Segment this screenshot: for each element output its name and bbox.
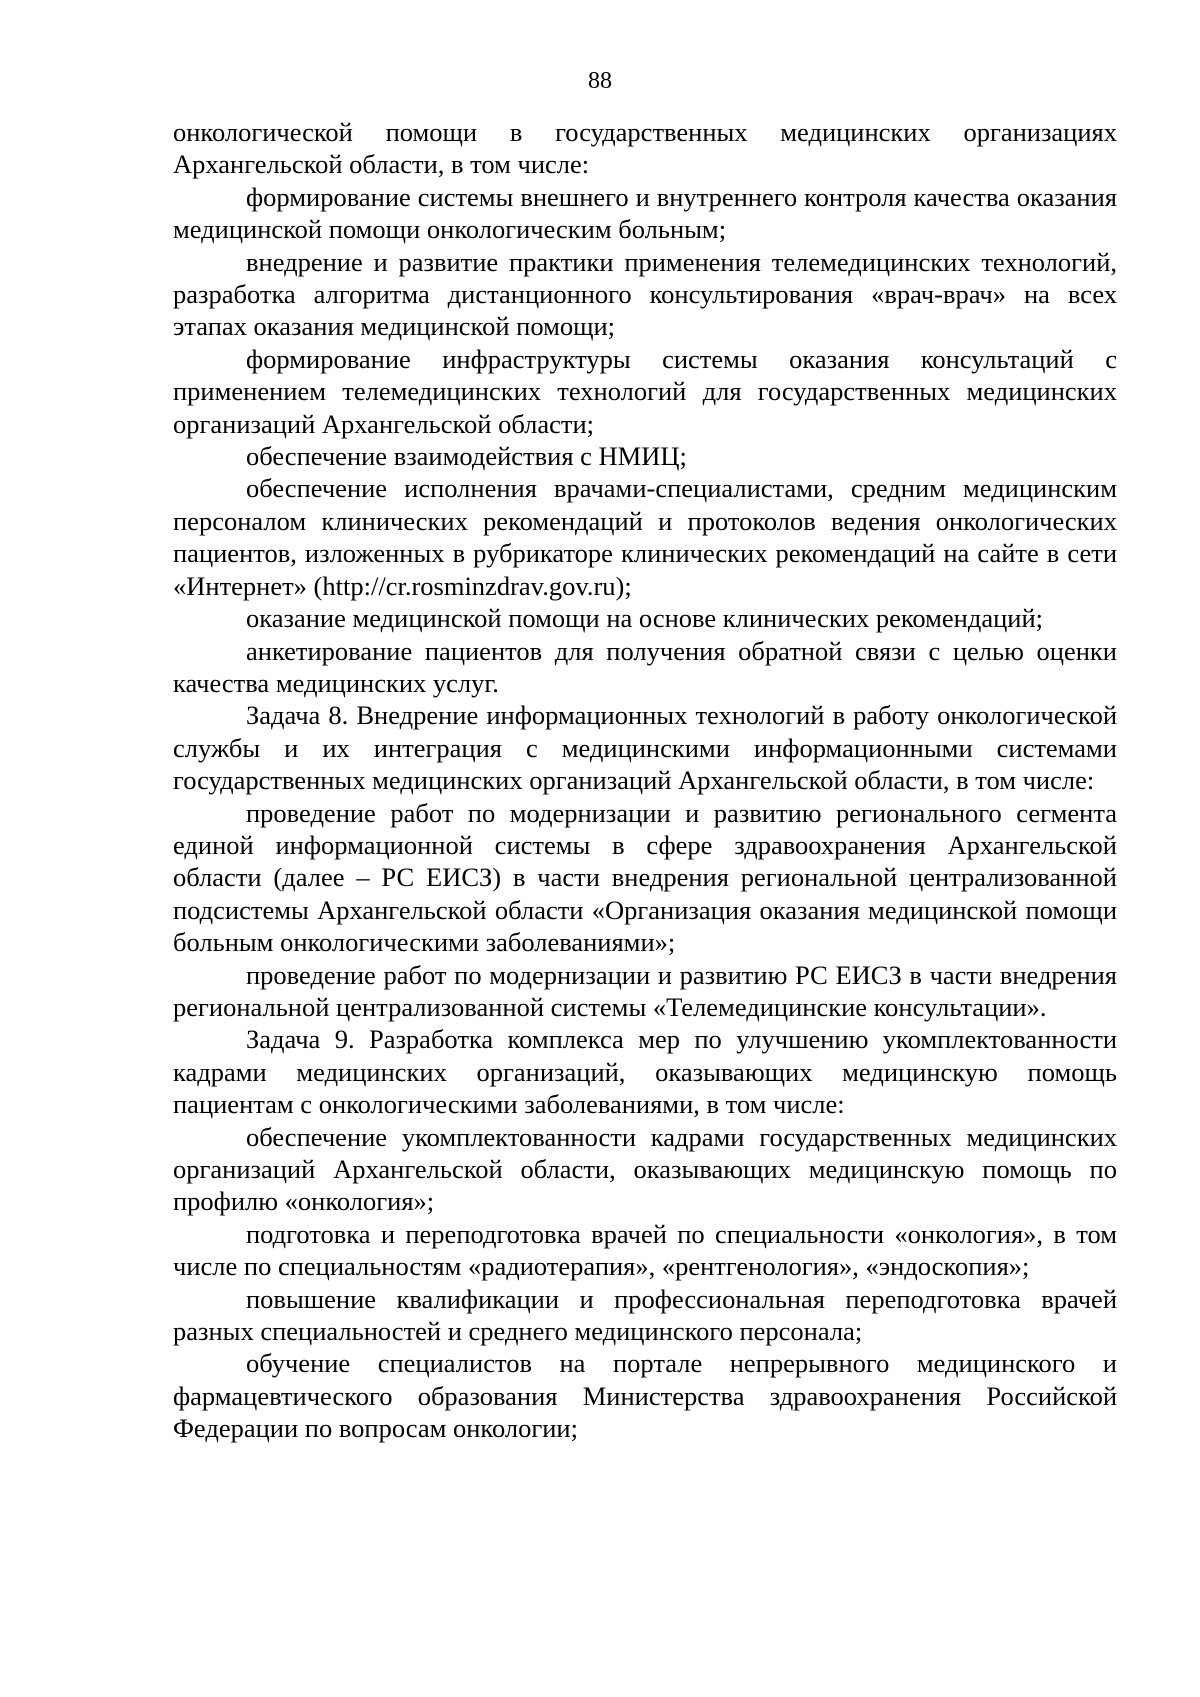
paragraph-staffing: обеспечение укомплектованности кадрами государственных медицинских организаций Архангельской области, оказывающих медицинскую помощь по профилю «онкология»; [173,1121,1117,1217]
paragraph-task-8: Задача 8. Внедрение информационных технологий в работу онкологической службы и их интеграция с медицинскими информационными системами государственных медицинских организаций Архангельской области, в том числе: [173,700,1117,796]
paragraph-task-9: Задача 9. Разработка комплекса мер по улучшению укомплектованности кадрами медицинских организаций, оказывающих медицинскую помощь пациентам с онкологическими заболеваниями, в том числе: [173,1024,1117,1120]
paragraph-portal-education: обучение специалистов на портале непрерывного медицинского и фармацевтического образования Министерства здравоохранения Российской Федерации по вопросам онкологии; [173,1348,1117,1444]
paragraph-qualification: повышение квалификации и профессиональная переподготовка врачей разных специальностей и среднего медицинского персонала; [173,1283,1117,1347]
paragraph-nmic-interaction: обеспечение взаимодействия с НМИЦ; [246,441,687,472]
paragraph-consultation-infrastructure: формирование инфраструктуры системы оказания консультаций с применением телемедицинских технологий для государственных медицинских организаций Архангельской области; [173,343,1117,439]
paragraph-clinical-guidelines: обеспечение исполнения врачами-специалистами, средним медицинским персоналом клинических рекомендаций и протоколов ведения онкологических пациентов, изложенных в рубрикаторе клинических рекомендаций на сайте в сети «Интернет» (http://cr.rosminzdrav.gov.ru); [173,473,1117,601]
paragraph-oncologist-training: подготовка и переподготовка врачей по специальности «онкология», в том числе по специальностям «радиотерапия», «рентгенология», «эндоскопия»; [173,1218,1117,1282]
paragraph-patient-survey: анкетирование пациентов для получения обратной связи с целью оценки качества медицинских услуг. [173,635,1117,698]
document-body [173,116,1117,1445]
paragraph-telemedicine-practice: внедрение и развитие практики применения телемедицинских технологий, разработка алгоритма дистанционного консультирования «врач-врач» на всех этапах оказания медицинской помощи; [173,246,1117,342]
paragraph-quality-control: формирование системы внешнего и внутреннего контроля качества оказания медицинской помощи онкологическим больным; [173,181,1117,245]
paragraph-rs-eisz-telemedicine: проведение работ по модернизации и развитию РС ЕИСЗ в части внедрения региональной централизованной системы «Телемедицинские консультации». [173,959,1117,1022]
page-number: 88 [588,68,612,94]
paragraph-continuation: онкологической помощи в государственных медицинских организациях Архангельской области, в том числе: [173,117,1117,180]
paragraph-rs-eisz-oncology: проведение работ по модернизации и развитию регионального сегмента единой информационной системы в сфере здравоохранения Архангельской области (далее – РС ЕИСЗ) в части внедрения региональной централизованной подсистемы Архангельской области «Организация оказания медицинской помощи больным онкологическими заболеваниями»; [173,797,1117,958]
paragraph-care-on-guidelines: оказание медицинской помощи на основе клинических рекомендаций; [246,603,1044,634]
